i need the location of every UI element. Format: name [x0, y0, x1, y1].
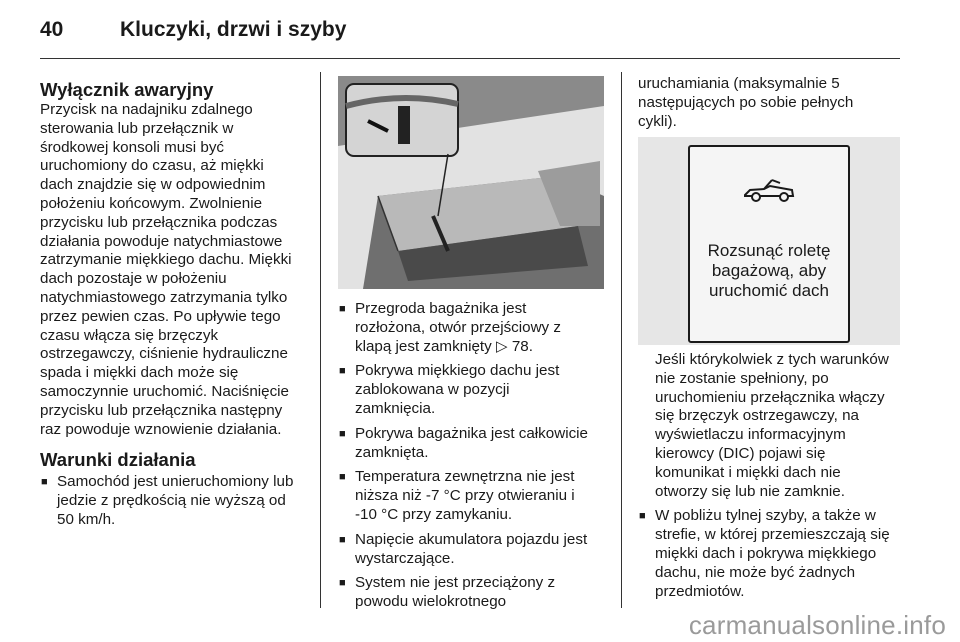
column-divider [320, 72, 321, 608]
dic-message-line: bagażową, aby [711, 261, 827, 280]
bullet-item [338, 300, 604, 356]
text-line: przez pewien czas. Po upływie tego [40, 307, 281, 325]
text-line: zatrzymanie miękkiego dachu. Miękki [40, 251, 292, 269]
dic-message-line: Rozsunąć roletę [707, 241, 831, 260]
text-line: -10 °C przy zamykaniu. [355, 505, 513, 523]
column-3-lower [638, 351, 904, 607]
column-2 [338, 300, 604, 618]
text-line: niższa niż -7 °C przy otwieraniu i [355, 487, 575, 505]
text-line: ■ System nie jest przeciążony z [355, 574, 556, 592]
text-line: następujących po sobie pełnych [638, 93, 854, 111]
text-line: uruchomiony do czasu, aż miękki [40, 157, 264, 175]
text-line: dach znajdzie się w odpowiednim [40, 176, 266, 194]
text-line: otworzy się lub nie zamknie. [655, 482, 845, 500]
text-line: przedmiotów. [655, 582, 745, 600]
text-line: strefie, w której przemieszczają się [655, 526, 890, 544]
bullet-item [40, 473, 308, 529]
dic-message-line: uruchomić dach [708, 281, 829, 300]
text-line: wystarczające. [355, 549, 455, 567]
heading-emergency-switch: Wyłącznik awaryjny [40, 79, 214, 100]
text-line: raz powoduje wznowienie działania. [40, 420, 282, 438]
paragraph-continued [638, 75, 904, 131]
text-line: jedzie z prędkością nie wyższą od [57, 492, 286, 510]
watermark: carmanualsonline.info [688, 610, 946, 640]
text-line: ■ Pokrywa bagażnika jest całkowicie [355, 424, 588, 442]
text-line: powodu wielokrotnego [355, 593, 507, 611]
text-line: uruchomieniu przełącznika włączy [655, 388, 885, 406]
trunk-partition-illustration [338, 76, 604, 289]
text-line: dachu, nie może być żadnych [655, 563, 856, 581]
page-number: 40 [40, 18, 64, 41]
text-line: ostrzegawczy, ciśnienie hydrauliczne [40, 345, 288, 363]
dic-message [690, 241, 848, 301]
text-line: ■ W pobliżu tylnej szyby, a także w [655, 507, 876, 525]
convertible-car-icon [742, 177, 796, 205]
header-rule [40, 58, 900, 59]
text-line: wyświetlaczu informacyjnym [655, 426, 846, 444]
text-line: zablokowana w pozycji [355, 381, 510, 399]
text-line: spada i miękki dach może się [40, 364, 239, 382]
text-line: ■ Temperatura zewnętrzna nie jest [355, 468, 575, 486]
text-line: rozłożona, otwór przejściowy z [355, 318, 561, 336]
text-line: przycisku lub przełącznika następny [40, 401, 283, 419]
text-line: czasu włącza się brzęczyk [40, 326, 219, 344]
bullet-item [338, 362, 604, 418]
text-line: ■ Samochód jest unieruchomiony lub [57, 473, 294, 491]
text-line: Jeśli którykolwiek z tych warunków [655, 351, 889, 368]
text-line: miękki dach i pokrywa miękkiego [655, 544, 877, 562]
text-line: nie zostanie spełniony, po [655, 369, 829, 387]
text-line: dach pozostaje w położeniu [40, 270, 227, 288]
text-line: zamknięta. [355, 443, 429, 461]
text-line: działania powoduje natychmiastowe [40, 232, 283, 250]
text-line: kierowcy (DIC) pojawi się [655, 444, 826, 462]
dic-screen [688, 145, 850, 343]
text-line: cykli). [638, 112, 677, 130]
text-line: uruchamiania (maksymalnie 5 [638, 75, 840, 92]
text-line: położeniu końcowym. Zwolnienie [40, 194, 263, 212]
bullet-item [638, 507, 904, 601]
text-line: klapą jest zamknięty ▷ 78. [355, 337, 533, 355]
text-line: środkowej konsoli musi być [40, 138, 225, 156]
paragraph-emergency [40, 101, 308, 439]
text-line: sterowania lub przełącznik w [40, 119, 234, 137]
text-line: ■ Napięcie akumulatora pojazdu jest [355, 530, 588, 548]
text-line: ■ Przegroda bagażnika jest [355, 300, 527, 317]
text-line: się brzęczyk ostrzegawczy, na [655, 407, 859, 425]
text-line: natychmiastowego zatrzymania tylko [40, 288, 288, 306]
text-line: komunikat i miękki dach nie [655, 463, 841, 481]
bullet-item [338, 425, 604, 463]
text-line: Przycisk na nadajniku zdalnego [40, 101, 253, 118]
text-line: 50 km/h. [57, 510, 116, 528]
paragraph-conditions-fail [638, 351, 904, 501]
text-line: samoczynnie uruchomić. Naciśnięcie [40, 382, 290, 400]
chapter-title: Kluczyki, drzwi i szyby [120, 18, 347, 41]
heading-operating-conditions: Warunki działania [40, 449, 196, 471]
bullet-item [338, 574, 604, 612]
text-line: zamknięcia. [355, 399, 436, 417]
column-3 [638, 75, 904, 131]
bullet-item [338, 531, 604, 569]
dic-display-illustration [638, 137, 900, 345]
bullet-item [338, 468, 604, 524]
column-1 [40, 79, 308, 536]
text-line: ■ Pokrywa miękkiego dachu jest [355, 362, 560, 380]
text-line: przycisku lub przełącznika podczas [40, 213, 278, 231]
column-divider [621, 72, 622, 608]
